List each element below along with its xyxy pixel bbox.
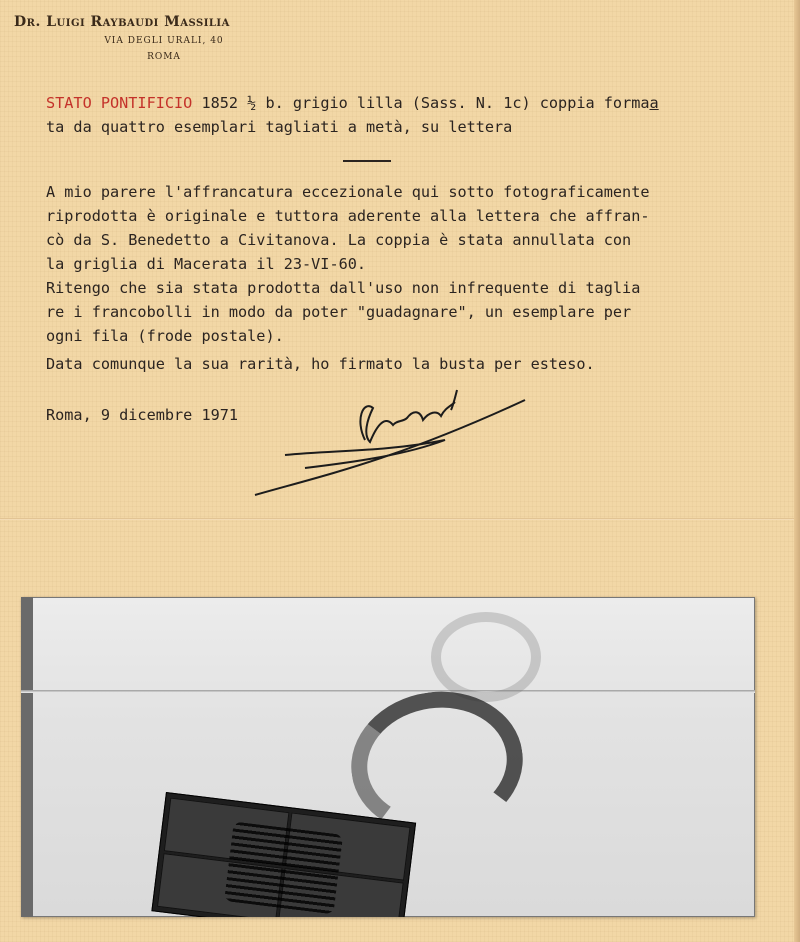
- faint-postmark: [431, 612, 541, 702]
- body-line: ogni fila (frode postale).: [46, 327, 284, 345]
- letterhead-city: ROMA: [147, 52, 181, 62]
- envelope-fold: [21, 690, 755, 693]
- subject-line-1-rest: 1852 ½ b. grigio lilla (Sass. N. 1c) coppia forma: [192, 94, 650, 112]
- subject-underlined-char: a: [649, 94, 659, 112]
- body-line: cò da S. Benedetto a Civitanova. La coppia è stata annullata con: [46, 231, 632, 249]
- body-line: riprodotta è originale e tuttora aderente alla lettera che affran-: [46, 207, 650, 225]
- paper-fold: [0, 518, 800, 520]
- body-line: Ritengo che sia stata prodotta dall'uso non infrequente di taglia: [46, 279, 641, 297]
- subject-line-1: [46, 92, 659, 114]
- subject-highlight: STATO PONTIFICIO: [46, 94, 193, 112]
- closing-date: Roma, 9 dicembre 1971: [46, 406, 239, 424]
- body-line: A mio parere l'affrancatura eccezionale qui sotto fotograficamente: [46, 183, 650, 201]
- subject-line-2: ta da quattro esemplari tagliati a metà, su lettera: [46, 118, 513, 136]
- photo-shadow: [21, 597, 33, 917]
- letterhead-name: Dr. Luigi Raybaudi Massilia: [14, 14, 230, 30]
- grid-cancellation: [224, 821, 343, 914]
- page-edge: [794, 0, 800, 942]
- body-line: la griglia di Macerata il 23-VI-60.: [46, 255, 367, 273]
- envelope-photo: [21, 597, 755, 917]
- body-line: Data comunque la sua rarità, ho firmato la busta per esteso.: [46, 355, 595, 373]
- body-line: re i francobolli in modo da poter "guadagnare", un esemplare per: [46, 303, 632, 321]
- signature: [245, 380, 535, 500]
- separator-dash: [343, 160, 391, 162]
- letterhead-address: VIA DEGLI URALI, 40: [104, 36, 224, 46]
- letterhead: [14, 14, 314, 62]
